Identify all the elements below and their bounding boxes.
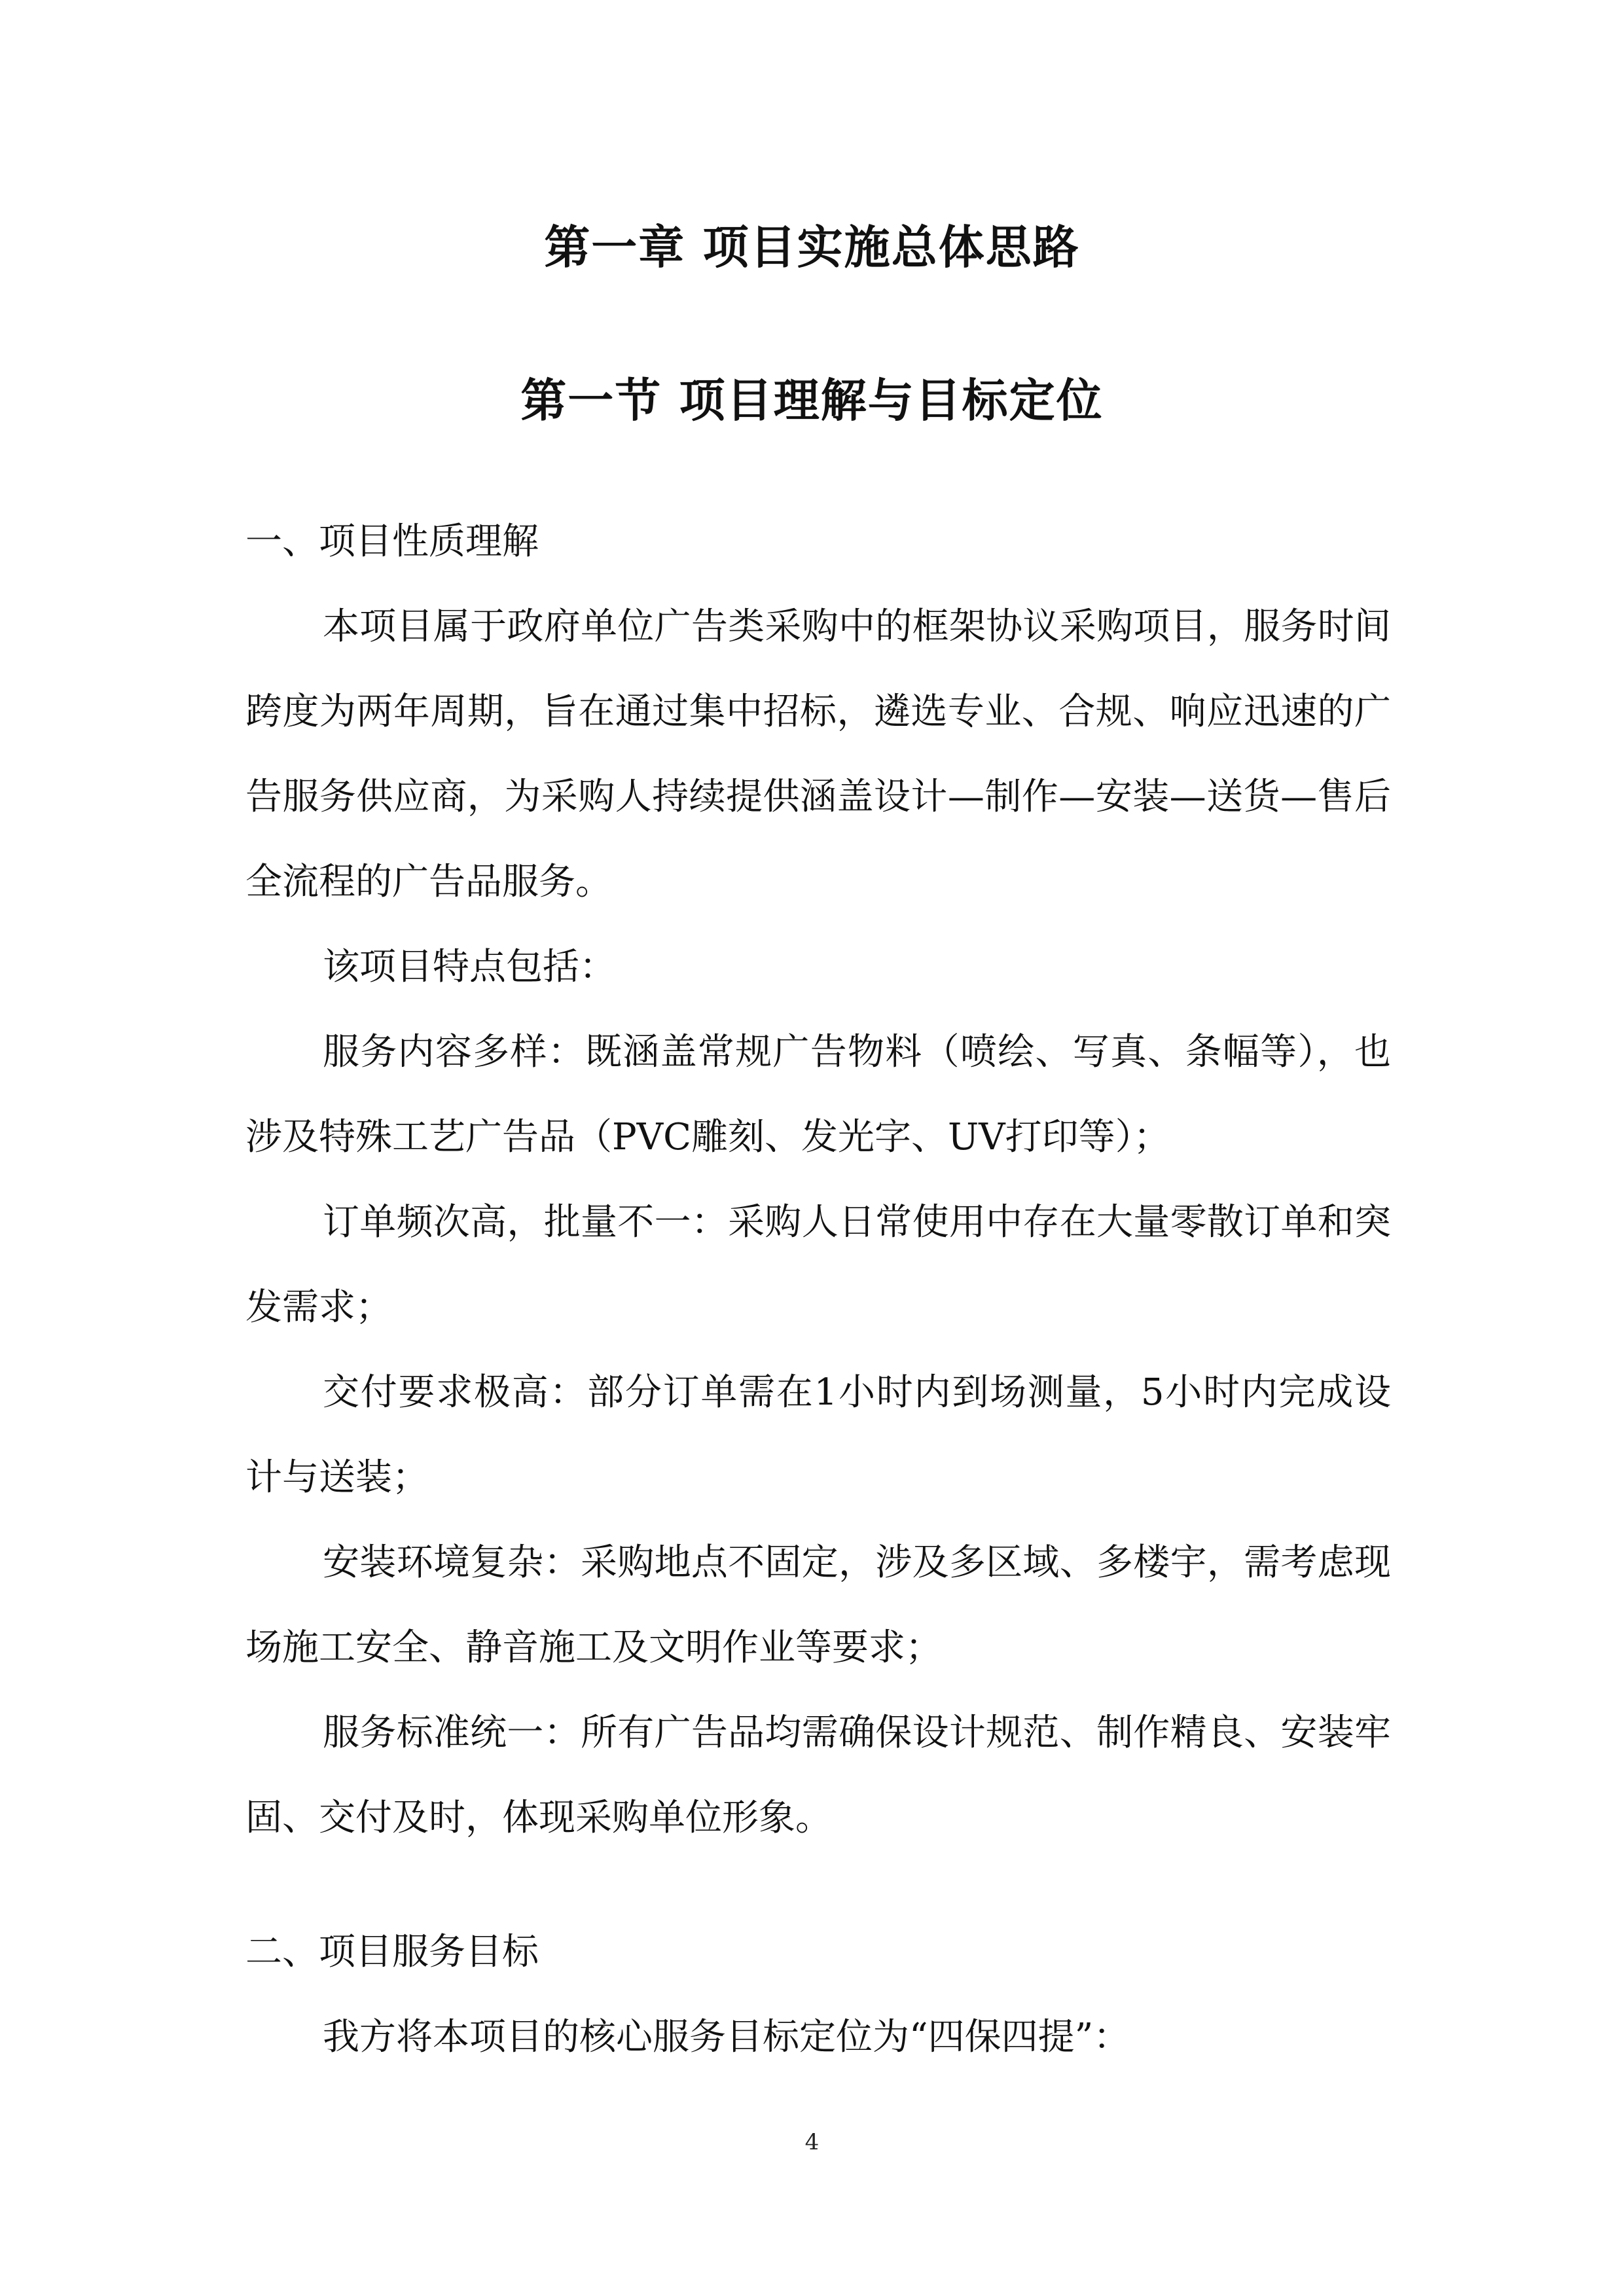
subsection-heading-2: 二、项目服务目标 [245, 1931, 539, 1973]
paragraph-project-nature: 本项目属于政府单位广告类采购中的框架协议采购项目，服务时间跨度为两年周期，旨在通过集中招标，遴选专业、合规、响应迅速的广告服务供应商，为采购人持续提供涵盖设计—制作—安装—送货—售后全流程的广告品服务。 [245, 605, 1392, 903]
paragraph-feature-service-standard: 服务标准统一：所有广告品均需确保设计规范、制作精良、安装牢固、交付及时，体现采购单位形象。 [245, 1712, 1391, 1839]
paragraph-feature-diverse-content: 服务内容多样：既涵盖常规广告物料（喷绘、写真、条幅等），也涉及特殊工艺广告品（PVC雕刻、发光字、UV打印等）； [245, 1031, 1391, 1158]
paragraph-feature-delivery: 交付要求极高：部分订单需在1小时内到场测量，5小时内完成设计与送装； [245, 1371, 1391, 1499]
chapter-title: 第一章 项目实施总体思路 [544, 221, 1080, 274]
page-number: 4 [804, 2129, 820, 2155]
subsection-heading-1: 一、项目性质理解 [245, 520, 539, 563]
paragraph-feature-install-environment: 安装环境复杂：采购地点不固定，涉及多区域、多楼宇，需考虑现场施工安全、静音施工及文明作业等要求； [245, 1541, 1391, 1669]
paragraph-feature-order-frequency: 订单频次高，批量不一：采购人日常使用中存在大量零散订单和突发需求； [245, 1201, 1391, 1329]
paragraph-service-goals: 我方将本项目的核心服务目标定位为“四保四提”： [323, 2016, 1130, 2058]
paragraph-features-intro: 该项目特点包括： [323, 946, 616, 988]
section-title: 第一节 项目理解与目标定位 [520, 374, 1104, 427]
